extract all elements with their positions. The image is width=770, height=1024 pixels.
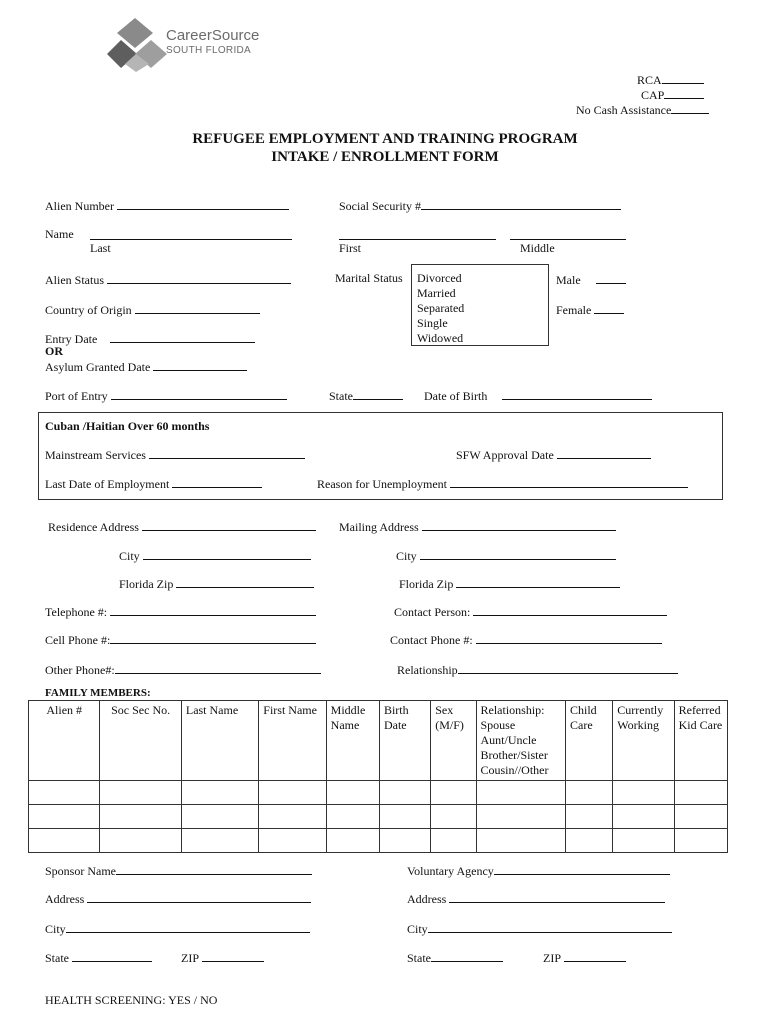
- agency-city-label: City: [407, 922, 428, 936]
- agency-city-field[interactable]: [407, 920, 672, 937]
- marital-status-label: Marital Status: [335, 271, 403, 285]
- sponsor-address-field[interactable]: [45, 890, 311, 907]
- col-referred-kid-care: Referred Kid Care: [674, 701, 727, 781]
- last-employment-field[interactable]: [45, 475, 262, 492]
- sponsor-name-field[interactable]: [45, 862, 312, 879]
- marital-status-box[interactable]: [411, 264, 549, 346]
- dob-label: Date of Birth: [424, 389, 488, 403]
- last-employment-label: Last Date of Employment: [45, 477, 170, 491]
- middle-name-line[interactable]: [510, 227, 626, 240]
- agency-address-label: Address: [407, 892, 447, 906]
- first-label: First: [339, 241, 362, 255]
- residence-address-label: Residence Address: [48, 520, 139, 534]
- contact-person-label: Contact Person:: [394, 605, 471, 619]
- female-label: Female: [556, 303, 592, 317]
- agency-address-field[interactable]: [407, 890, 665, 907]
- no-cash-label: No Cash Assistance: [576, 103, 672, 117]
- name-label: Name: [45, 227, 74, 241]
- cuban-haitian-section: [38, 412, 723, 500]
- state-field[interactable]: [329, 387, 403, 404]
- no-cash-field[interactable]: [576, 101, 709, 118]
- agency-state-label: State: [407, 951, 431, 965]
- reason-label: Reason for Unemployment: [317, 477, 447, 491]
- mailing-address-label: Mailing Address: [339, 520, 419, 534]
- marital-option-widowed[interactable]: Widowed: [417, 331, 464, 345]
- sponsor-state-field[interactable]: [45, 949, 152, 966]
- col-first-name: First Name: [259, 701, 326, 781]
- health-screening[interactable]: HEALTH SCREENING: YES / NO: [45, 993, 218, 1007]
- cell-phone-label: Cell Phone #:: [45, 633, 111, 647]
- logo-name: CareerSource: [166, 27, 260, 44]
- entry-date-label: Entry Date: [45, 332, 98, 346]
- col-alien-number: Alien #: [29, 701, 100, 781]
- alien-number-field[interactable]: [45, 197, 289, 214]
- agency-zip-label: ZIP: [543, 951, 561, 965]
- careersource-logo-mark: [107, 18, 167, 72]
- form-title-line1: REFUGEE EMPLOYMENT AND TRAINING PROGRAM: [192, 131, 578, 147]
- family-header-row: [29, 701, 728, 781]
- residence-city-field[interactable]: [119, 547, 311, 564]
- sponsor-name-label: Sponsor Name: [45, 864, 116, 878]
- ssn-field[interactable]: [339, 197, 621, 214]
- residence-zip-field[interactable]: [119, 575, 314, 592]
- cap-label: CAP: [641, 88, 665, 102]
- agency-zip-field[interactable]: [543, 949, 626, 966]
- family-row[interactable]: [29, 805, 728, 829]
- marital-option-married[interactable]: Married: [417, 286, 456, 300]
- voluntary-agency-field[interactable]: [407, 862, 670, 879]
- col-birth-date: Birth Date: [379, 701, 430, 781]
- mailing-zip-label: Florida Zip: [399, 577, 454, 591]
- mailing-address-field[interactable]: [339, 518, 616, 535]
- sfw-label: SFW Approval Date: [456, 448, 554, 462]
- relationship-field[interactable]: [397, 661, 678, 678]
- col-sex: Sex (M/F): [431, 701, 476, 781]
- or-label: OR: [45, 344, 63, 358]
- family-row[interactable]: [29, 829, 728, 853]
- form-title-line2: INTAKE / ENROLLMENT FORM: [271, 149, 499, 165]
- last-label: Last: [90, 241, 111, 255]
- residence-address-field[interactable]: [48, 518, 316, 535]
- sponsor-address-label: Address: [45, 892, 85, 906]
- reason-field[interactable]: [317, 475, 688, 492]
- male-field[interactable]: [556, 271, 626, 288]
- mailing-zip-field[interactable]: [399, 575, 620, 592]
- asylum-date-label: Asylum Granted Date: [45, 360, 151, 374]
- col-soc-sec: Soc Sec No.: [100, 701, 181, 781]
- col-relationship: Relationship: Spouse Aunt/Uncle Brother/Sister Cousin//Other: [476, 701, 566, 781]
- other-phone-field[interactable]: [45, 661, 321, 678]
- agency-state-field[interactable]: [407, 949, 503, 966]
- country-of-origin-field[interactable]: [45, 301, 260, 318]
- residence-zip-label: Florida Zip: [119, 577, 174, 591]
- sponsor-zip-label: ZIP: [181, 951, 199, 965]
- col-last-name: Last Name: [181, 701, 258, 781]
- marital-option-single[interactable]: Single: [417, 316, 448, 330]
- sfw-field[interactable]: [456, 446, 651, 463]
- rca-label: RCA: [637, 73, 662, 87]
- mailing-city-field[interactable]: [396, 547, 616, 564]
- dob-field[interactable]: [424, 387, 652, 404]
- sponsor-city-field[interactable]: [45, 920, 310, 937]
- alien-number-label: Alien Number: [45, 199, 114, 213]
- female-field[interactable]: [556, 301, 624, 318]
- middle-label: Middle: [520, 241, 555, 255]
- contact-phone-label: Contact Phone #:: [390, 633, 473, 647]
- family-members-table: [28, 700, 728, 853]
- cell-phone-field[interactable]: [45, 631, 316, 648]
- telephone-label: Telephone #:: [45, 605, 108, 619]
- alien-status-label: Alien Status: [45, 273, 104, 287]
- cuban-heading: Cuban /Haitian Over 60 months: [45, 419, 210, 433]
- sponsor-zip-field[interactable]: [181, 949, 264, 966]
- state-label: State: [329, 389, 353, 403]
- telephone-field[interactable]: [45, 603, 316, 620]
- entry-date-field[interactable]: [45, 330, 255, 347]
- col-child-care: Child Care: [566, 701, 613, 781]
- family-row[interactable]: [29, 781, 728, 805]
- first-name-line[interactable]: [339, 227, 496, 240]
- mainstream-field[interactable]: [45, 446, 305, 463]
- family-members-heading: FAMILY MEMBERS:: [45, 687, 151, 699]
- marital-option-divorced[interactable]: Divorced: [417, 271, 462, 285]
- country-of-origin-label: Country of Origin: [45, 303, 132, 317]
- logo-subtitle: SOUTH FLORIDA: [166, 45, 252, 56]
- ssn-label: Social Security #: [339, 199, 421, 213]
- contact-person-field[interactable]: [394, 603, 667, 620]
- last-name-line[interactable]: [90, 227, 292, 240]
- port-of-entry-field[interactable]: [45, 387, 287, 404]
- other-phone-label: Other Phone#:: [45, 663, 115, 677]
- residence-city-label: City: [119, 549, 140, 563]
- mailing-city-label: City: [396, 549, 417, 563]
- male-label: Male: [556, 273, 581, 287]
- voluntary-agency-label: Voluntary Agency: [407, 864, 494, 878]
- port-of-entry-label: Port of Entry: [45, 389, 108, 403]
- col-currently-working: Currently Working: [613, 701, 674, 781]
- mainstream-label: Mainstream Services: [45, 448, 146, 462]
- col-middle-name: Middle Name: [326, 701, 379, 781]
- sponsor-city-label: City: [45, 922, 66, 936]
- relationship-label: Relationship: [397, 663, 458, 677]
- asylum-date-field[interactable]: [45, 358, 247, 375]
- sponsor-state-label: State: [45, 951, 69, 965]
- marital-option-separated[interactable]: Separated: [417, 301, 465, 315]
- contact-phone-field[interactable]: [390, 631, 662, 648]
- alien-status-field[interactable]: [45, 271, 291, 288]
